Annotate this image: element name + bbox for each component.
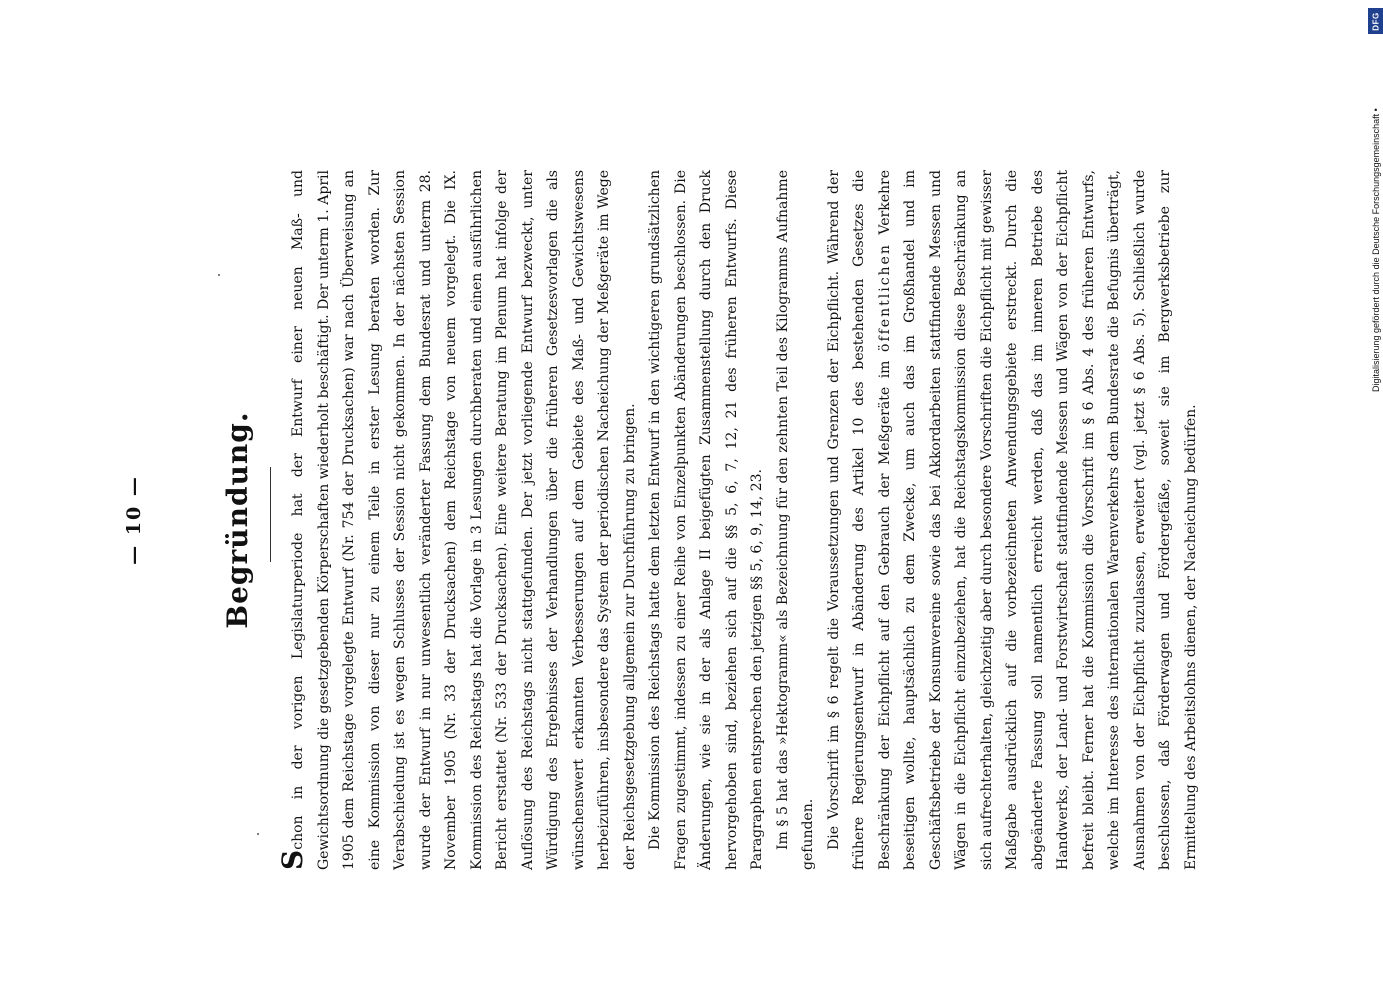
- rotated-page: [123, 170, 1268, 870]
- paragraph-1: [276, 170, 643, 870]
- credit-text: Digitalisierung gefördert durch die Deutsche Forschungsgemeinschaft •: [1371, 108, 1381, 392]
- paragraph-1-text: chon in der vorigen Legislaturperiode hat der Entwurf einer neuen Maß- und Gewichtsordnung die gesetzgebenden Körperschaften wiederholt beschäftigt. Der unterm 1. April 1905 dem Reichstage vorgelegte Entwurf (Nr. 754 der Drucksachen) war nach Überweisung an eine Kommission von dieser nur zu einem Teile in erster Lesung beraten worden. Zur Verabschiedung ist es wegen Schlusses der Session nicht gekommen. In der nächsten Session wurde der Entwurf in nur unwesentlich veränderter Fassung dem Bundesrat und unterm 28. November 1905 (Nr. 33 der Drucksachen) dem Reichstage von neuem vorgelegt. Die IX. Kommission des Reichstags hat die Vorlage in 3 Lesungen durchberaten und einen ausführlichen Bericht erstattet (Nr. 533 der Drucksachen). Eine weitere Beratung im Plenum hat infolge der Auflösung des Reichstags nicht stattgefunden. Der jetzt vorliegende Entwurf bezweckt, unter Würdigung des Ergebnisses der Verhandlungen über die früheren Gesetzesvorlagen die als wünschenswert erkannten Verbesserungen auf dem Gebiete des Maß- und Gewichtswesens herbeizuführen, insbesondere das System der periodischen Nacheichung der Meßgeräte im Wege der Reichsgesetzgebung allgemein zur Durchführung zu bringen.: [290, 170, 638, 870]
- scan-speck: [257, 833, 259, 835]
- body-text: [276, 170, 1204, 870]
- paragraph-4: [822, 170, 1205, 870]
- title-rule: [270, 467, 271, 562]
- scan-speck: [218, 274, 220, 276]
- page-title: Begründung.: [221, 411, 254, 629]
- paragraph-2: Die Kommission des Reichstags hatte dem letzten Entwurf in den wichtigeren grundsätzlichen Fragen zugestimmt, indessen zu einer Reihe von Einzelpunkten Abänderungen beschlossen. Die Änderungen, wie sie in der als Anlage II beigefügten Zusammenstellung durch den Druck hervorgehoben sind, beziehen sich auf die §§ 5, 6, 7, 12, 21 des früheren Entwurfs. Diese Paragraphen entsprechen den jetzigen §§ 5, 6, 9, 14, 23.: [647, 170, 765, 870]
- drop-cap: S: [276, 849, 309, 870]
- paragraph-4-text-b: Verkehre beseitigen wollte, hauptsächlich zu dem Zwecke, um auch das im Großhandel und im Geschäftsbetriebe der Konsumvereine sowie das bei Akkordarbeiten stattfindende Messen und Wägen in die Eichpflicht einzubeziehen, hat die Reichstagskommission diese Beschränkung an sich aufrechterhalten, gleichzeitig aber durch besondere Vorschriften die Eichpflicht mit gewisser Maßgabe ausdrücklich auf die vorbezeichneten Anwendungsgebiete erstreckt. Durch die abgeänderte Fassung soll namentlich erreicht werden, daß das im inneren Betriebe des Handwerks, der Land- und Forstwirtschaft stattfindende Messen und Wägen von der Eichpflicht befreit bleibt. Ferner hat die Kommission die Vorschrift im § 6 Abs. 4 des früheren Entwurfs, welche im Interesse des internationalen Warenverkehrs dem Bundesrate die Befugnis überträgt, Ausnahmen von der Eichpflicht zuzulassen, erweitert (vgl. jetzt § 6 Abs. 5). Schließlich wurde beschlossen, daß Förderwagen und Fördergefäße, soweit sie im Bergwerksbetriebe zur Ermittelung des Arbeitslohns dienen, der Nacheichung bedürfen.: [876, 170, 1199, 870]
- paragraph-3: Im § 5 hat das »Hektogramm« als Bezeichnung für den zehnten Teil des Kilogramms Aufnahme gefunden.: [774, 170, 816, 870]
- digitization-credit: [1368, 40, 1383, 392]
- dfg-logo-text: DFG: [1371, 11, 1381, 31]
- page-number: — 10 —: [123, 475, 145, 565]
- paragraph-4-emphasis: öffentlichen: [876, 243, 893, 352]
- paragraph-4-text-a: Die Vorschrift im § 6 regelt die Voraussetzungen und Grenzen der Eichpflicht. Während der frühere Regierungsentwurf in Abänderung des Artikel 10 des bestehenden Gesetzes die Beschränkung der Eichpflicht auf den Gebrauch der Meßgeräte im: [825, 170, 893, 870]
- dfg-logo: [1368, 8, 1383, 34]
